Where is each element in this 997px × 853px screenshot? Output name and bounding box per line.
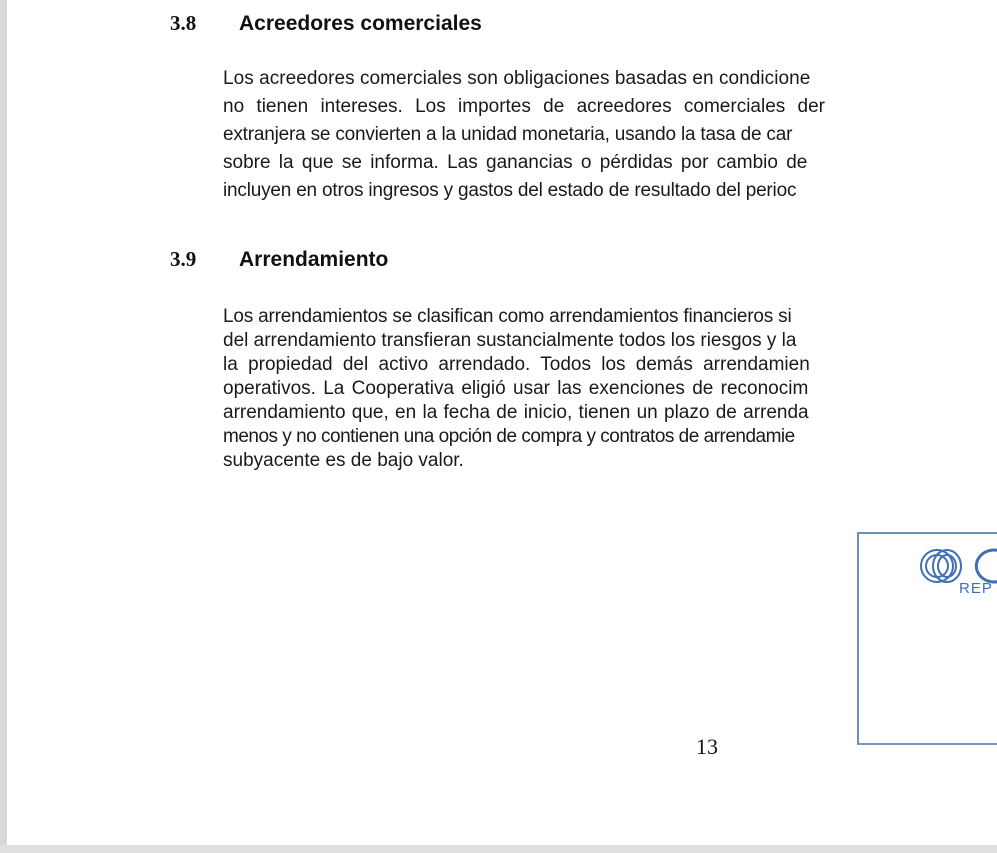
section-title: Acreedores comerciales xyxy=(239,12,482,35)
paragraph-line: del arrendamiento transfieran sustancialmente todos los riesgos y la xyxy=(223,330,797,351)
paragraph-line: extranjera se convierten a la unidad monetaria, usando la tasa de car xyxy=(223,124,793,145)
section-heading-3-9 xyxy=(170,247,388,272)
section-number: 3.9 xyxy=(170,247,197,271)
paragraph-line: la propiedad del activo arrendado. Todos los demás arrendamien xyxy=(223,354,810,375)
paragraph-line: arrendamiento que, en la fecha de inicio, tienen un plazo de arrenda xyxy=(223,402,809,423)
page-left-edge xyxy=(0,0,7,853)
paragraph-line: Los arrendamientos se clasifican como arrendamientos financieros si xyxy=(223,306,792,327)
paragraph-line: operativos. La Cooperativa eligió usar las exenciones de reconocim xyxy=(223,378,809,399)
section-number: 3.8 xyxy=(170,11,197,35)
section-title: Arrendamiento xyxy=(239,248,389,271)
section-heading-3-8 xyxy=(170,11,482,36)
paragraph-line: no tienen intereses. Los importes de acreedores comerciales der xyxy=(223,96,826,117)
paragraph-line: subyacente es de bajo valor. xyxy=(223,450,464,471)
stamp-text: REP xyxy=(959,580,993,597)
official-stamp xyxy=(857,532,997,745)
paragraph-line: incluyen en otros ingresos y gastos del estado de resultado del perioc xyxy=(223,180,797,201)
paragraph-line: menos y no contienen una opción de compra y contratos de arrendamie xyxy=(223,426,795,447)
paragraph-line: sobre la que se informa. Las ganancias o pérdidas por cambio de xyxy=(223,152,808,173)
paragraph-line: Los acreedores comerciales son obligaciones basadas en condicione xyxy=(223,68,811,89)
page-number: 13 xyxy=(696,734,718,759)
page-bottom-edge xyxy=(0,845,997,853)
